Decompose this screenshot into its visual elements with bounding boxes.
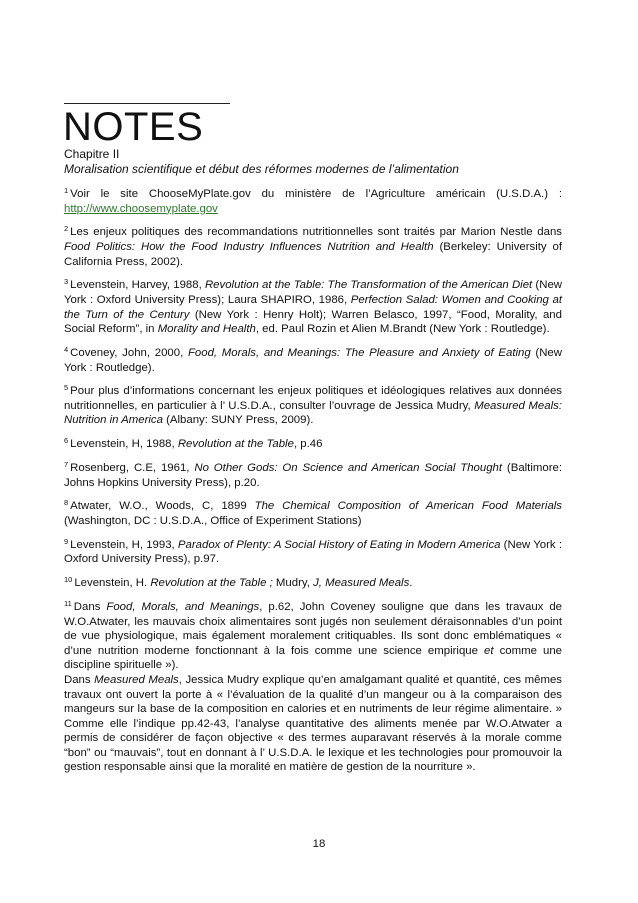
footnote-number: 2 xyxy=(64,224,69,234)
note-text: Levenstein, H. xyxy=(74,577,151,590)
note-text: Levenstein, H, 1988, xyxy=(70,438,178,451)
footnote-paragraph xyxy=(64,437,562,452)
note-text: Mudry, xyxy=(272,577,314,590)
footnote-number: 5 xyxy=(64,383,69,393)
footnote-number: 7 xyxy=(64,460,69,470)
footnote-paragraph xyxy=(64,225,562,269)
footnote-paragraph xyxy=(64,384,562,428)
note-text: (Washington, DC : U.S.D.A., Office of Experiment Stations) xyxy=(64,515,362,527)
note-title-italic: The Chemical Composition of American Food Materials xyxy=(254,500,563,513)
note-text: Levenstein, Harvey, 1988, xyxy=(70,279,205,292)
note-link[interactable]: http://www.choosemyplate.gov xyxy=(64,202,218,215)
note-text: Dans xyxy=(64,673,95,686)
footnote-paragraph xyxy=(64,278,562,336)
note-text: Dans xyxy=(73,600,107,613)
footnote-6 xyxy=(64,437,562,452)
note-text: (Baltimore: Johns Hopkins University Press), p.20. xyxy=(64,462,562,489)
footnote-paragraph xyxy=(64,576,562,591)
note-title-italic: Food, Morals, and Meanings: The Pleasure and Anxiety of Eating xyxy=(187,346,531,359)
note-title-italic: Revolution at the Table: The Transformation of the American Diet xyxy=(204,279,533,292)
footnote-number: 6 xyxy=(64,436,69,446)
note-text: (New York : Oxford University Press), p.97. xyxy=(64,538,562,566)
note-title-italic: Revolution at the Table ; xyxy=(150,577,273,590)
footnote-3 xyxy=(64,278,562,336)
footnote-paragraph xyxy=(64,600,562,673)
note-title-italic: et xyxy=(484,644,494,657)
note-text: , p.62, John Coveney souligne que dans les travaux de W.O.Atwater, les mauvais choix alimentaires sont jugés non seulement déraisonnables d’un point de vue physiologique, mais également moralement critiquables. Ils sont donc emblématiques « d’une nutrition moderne fonctionnant à la fois comme une science empirique xyxy=(64,600,563,657)
footnote-paragraph xyxy=(64,499,562,528)
footnote-2 xyxy=(64,225,562,269)
footnote-number: 8 xyxy=(64,498,69,508)
footnote-11 xyxy=(64,600,562,775)
footnote-5 xyxy=(64,384,562,428)
footnote-number: 4 xyxy=(64,344,69,354)
note-title-italic: Food Politics: How the Food Industry Influences Nutrition and Health xyxy=(64,240,434,253)
note-text: (Albany: SUNY Press, 2009). xyxy=(162,414,314,427)
note-title-italic: Revolution at the Table xyxy=(177,438,294,451)
page-number: 18 xyxy=(312,838,326,850)
note-text: , ed. Paul Rozin et Alien M.Brandt (New York : Routledge). xyxy=(255,323,550,336)
note-text: Coveney, John, 2000, xyxy=(70,346,188,359)
note-text: (New York : Oxford University Press); Laura SHAPIRO, 1986, xyxy=(64,279,563,306)
footnote-paragraph xyxy=(64,346,562,375)
footnote-continuation xyxy=(64,673,562,775)
note-text: . xyxy=(409,577,413,590)
notes-list xyxy=(64,187,562,784)
note-text: , p.46 xyxy=(293,438,323,451)
note-text: Pour plus d’informations concernant les enjeux politiques et idéologiques relatives aux données nutritionnelles, en particulier à l’ U.S.D.A., consulter l’ouvrage de Jessica Mudry, xyxy=(64,385,562,412)
note-text: Levenstein, H, 1993, xyxy=(70,538,178,551)
note-text: Voir le site ChooseMyPlate.gov du ministère de l’Agriculture américain (U.S.D.A.) : xyxy=(70,188,562,200)
footnote-number: 9 xyxy=(64,536,69,546)
note-text: , Jessica Mudry explique qu’en amalgamant qualité et quantité, ces mêmes travaux ont ouvert la porte à « l’évaluation de la qualité d’un mangeur ou à la comparaison des mangeurs sur la base de la composition en calories et en nutriments de leur régime alimentaire. » Comme elle l’indique pp.42-43, l’analyse quantitative des aliments menée par W.O.Atwater a permis de considérer de façon objective « des termes auparavant réservés à la morale comme “bon” ou “mauvais”, tout en donnant à l’ U.S.D.A. le lexique et les technologies pour promouvoir la gestion responsable ainsi que la moralité en matière de gestion de la nourriture ». xyxy=(64,673,562,774)
footnote-4 xyxy=(64,346,562,375)
footnote-paragraph xyxy=(64,538,562,567)
note-title-italic: Food, Morals, and Meanings xyxy=(106,600,260,613)
note-title-italic: J, Measured Meals xyxy=(313,577,410,590)
footnote-8 xyxy=(64,499,562,528)
footnote-number: 3 xyxy=(64,277,69,287)
note-title-italic: Perfection Salad: Women and Cooking at the Turn of the Century xyxy=(64,293,562,321)
footnote-1 xyxy=(64,187,562,216)
note-text: Les enjeux politiques des recommandations nutritionnelles sont traités par Marion Nestle dans xyxy=(70,226,562,239)
note-title-italic: Measured Meals xyxy=(94,673,179,686)
note-text: (New York : Routledge). xyxy=(64,346,562,374)
footnote-9 xyxy=(64,538,562,567)
note-title-italic: Paradox of Plenty: A Social History of Eating in Modern America xyxy=(177,538,501,551)
footnote-number: 10 xyxy=(64,575,73,585)
footnote-number: 1 xyxy=(64,186,69,195)
chapter-label: Chapitre II xyxy=(64,147,120,161)
note-title-italic: No Other Gods: On Science and American Social Thought xyxy=(194,462,503,475)
footnote-number: 11 xyxy=(64,598,72,608)
note-text: Atwater, W.O., Woods, C, 1899 xyxy=(70,500,255,513)
page-title: NOTES xyxy=(63,105,204,149)
note-title-italic: Morality and Health xyxy=(157,323,256,336)
note-text: (Berkeley: University of California Press, 2002). xyxy=(64,240,562,268)
note-text: Rosenberg, C.E, 1961, xyxy=(70,462,195,475)
footnote-10 xyxy=(64,576,562,591)
note-title-italic: Measured Meals: Nutrition in America xyxy=(64,399,562,427)
footnote-paragraph xyxy=(64,461,562,490)
note-text: (New York : Henry Holt); Warren Belasco, 1997, “Food, Morality, and Social Reform”, in xyxy=(64,308,562,336)
note-text: comme une discipline spirituelle »). xyxy=(64,644,562,672)
chapter-subtitle: Moralisation scientifique et début des réformes modernes de l’alimentation xyxy=(64,162,459,176)
footnote-7 xyxy=(64,461,562,490)
footnote-paragraph xyxy=(64,187,562,216)
